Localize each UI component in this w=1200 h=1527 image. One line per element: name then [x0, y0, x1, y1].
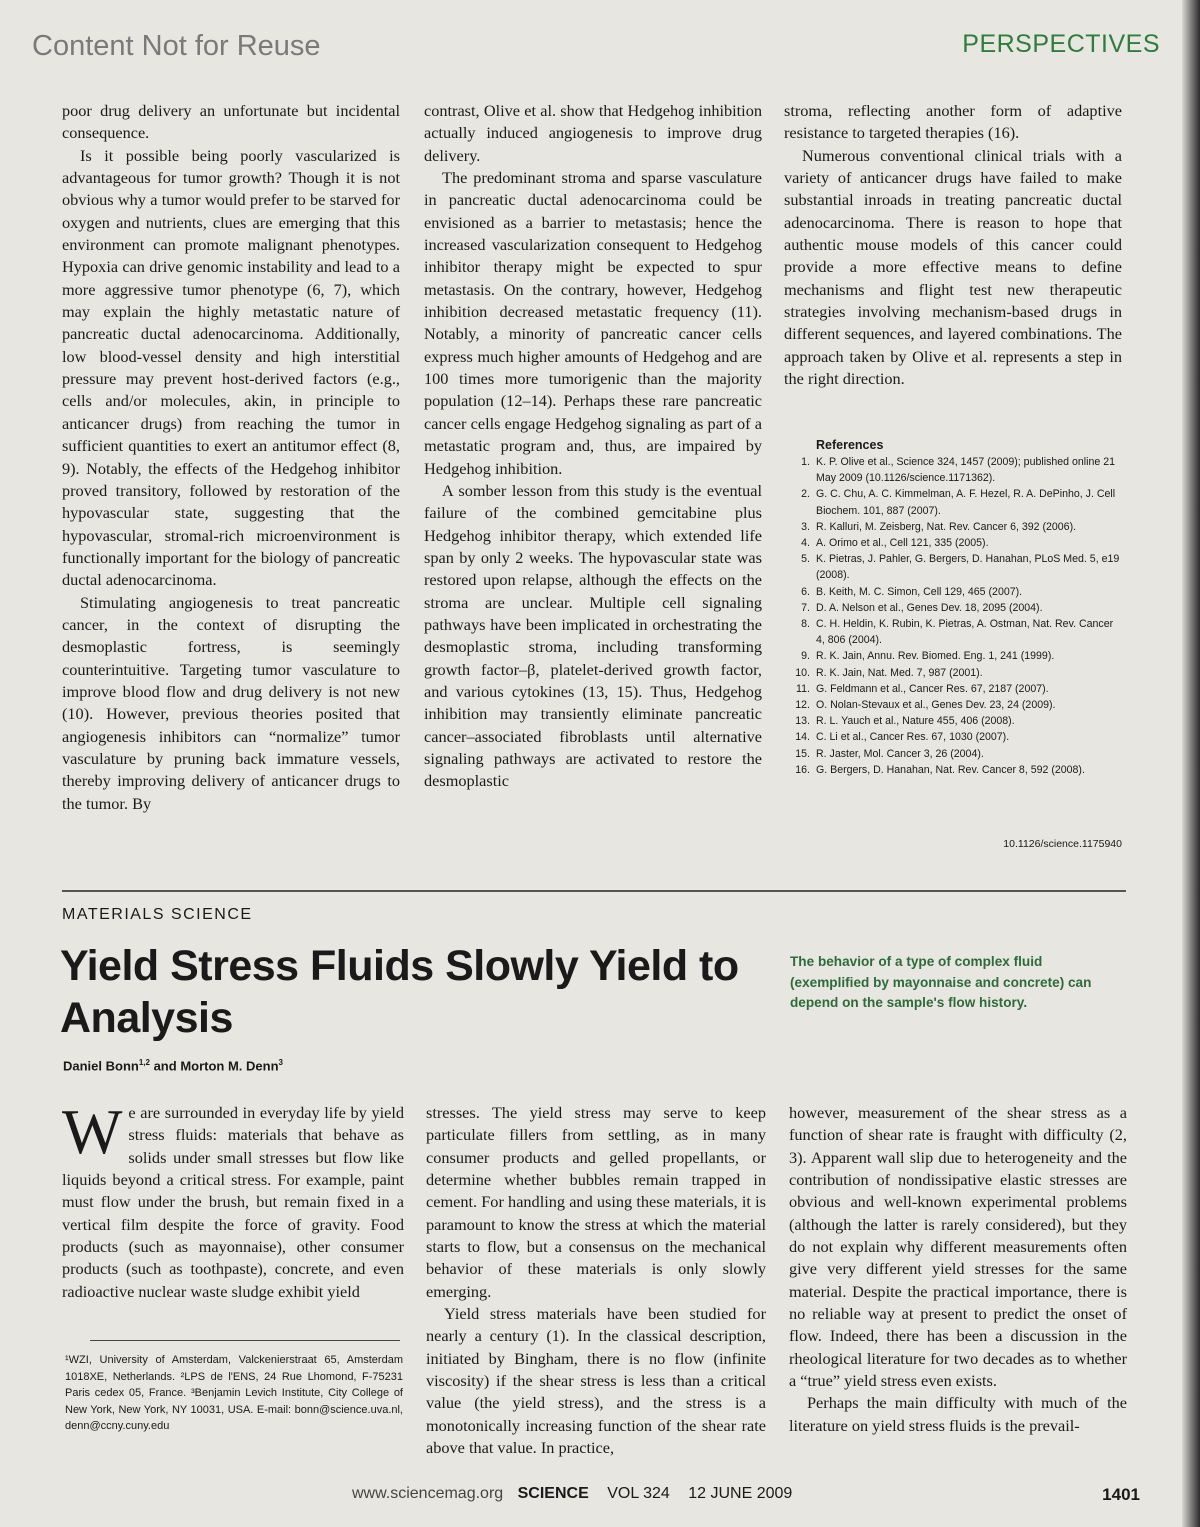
paragraph: stresses. The yield stress may serve to keep particulate fillers from settling, as in many consumer products and gelled propellants, or determine whether bubbles remain trapped in cement. For handling and using these materials, it is paramount to know the stress at which the material starts to flow, but a consensus on the mechanical behavior of these materials is only slowly emerging. [426, 1103, 766, 1301]
footer-volume: VOL 324 [607, 1485, 670, 1502]
reference-text: C. Li et al., Cancer Res. 67, 1030 (2007). [816, 731, 1010, 744]
reference-text: G. C. Chu, A. C. Kimmelman, A. F. Hezel, R. A. DePinho, J. Cell Biochem. 101, 887 (2007). [816, 488, 1116, 517]
prev-article-column-2 [424, 100, 762, 793]
reference-item [784, 519, 1122, 535]
watermark: Content Not for Reuse [32, 30, 321, 62]
reference-item [784, 535, 1122, 551]
reference-text: R. K. Jain, Nat. Med. 7, 987 (2001). [816, 666, 983, 679]
references-list [784, 454, 1122, 778]
author-affiliation-mark: 1,2 [138, 1058, 150, 1067]
reference-text: K. P. Olive et al., Science 324, 1457 (2009); published online 21 May 2009 (10.1126/science.1171362). [816, 456, 1115, 485]
article-column-2 [426, 1102, 766, 1460]
reference-number: 8. [801, 618, 810, 631]
article-title: Yield Stress Fluids Slowly Yield to Analysis [60, 942, 739, 1042]
reference-number: 14. [795, 731, 810, 744]
page-footer [352, 1485, 792, 1503]
paragraph: however, measurement of the shear stress as a function of shear rate is fraught with difficulty (2, 3). Apparent wall slip due to heterogeneity and the contribution of nondissipative elastic stresses are obvious and well-known experimental problems (although the latter is rarely considered), but they do not explain why different measurements often give very different yield stresses for the same material. Despite the practical importance, there is no reliable way at present to predict the onset of flow. Indeed, there has been a discussion in the rheological literature for two decades as to whether a “true” yield stress even exists. [789, 1103, 1127, 1391]
references [784, 438, 1122, 778]
doi[interactable]: 10.1126/science.1175940 [1003, 838, 1122, 850]
reference-item [784, 551, 1122, 583]
reference-number: 15. [795, 747, 810, 760]
reference-text: R. L. Yauch et al., Nature 455, 406 (2008). [816, 715, 1015, 728]
reference-number: 11. [796, 682, 810, 695]
references-title: References [816, 438, 884, 452]
article-category: MATERIALS SCIENCE [62, 906, 253, 923]
paragraph: A somber lesson from this study is the eventual failure of the combined gemcitabine plus Hedgehog inhibitor therapy, which extended life span by only 2 weeks. The hypovascular state was restored upon relapse, although the effects on the stroma are unclear. Multiple cell signaling pathways have been implicated in orchestrating the desmoplastic stroma, including transforming growth factor–β, platelet-derived growth factor, and various cytokines (13, 15). Thus, Hedgehog inhibition may transiently eliminate pancreatic cancer–associated fibroblasts until alternative signaling pathways are activated to restore the desmoplastic [424, 480, 762, 791]
reference-text: B. Keith, M. C. Simon, Cell 129, 465 (2007). [816, 585, 1023, 598]
reference-text: K. Pietras, J. Pahler, G. Bergers, D. Hanahan, PLoS Med. 5, e19 (2008). [816, 553, 1120, 582]
reference-text: O. Nolan-Stevaux et al., Genes Dev. 23, 24 (2009). [816, 699, 1056, 712]
page-number: 1401 [1102, 1485, 1140, 1504]
reference-item [784, 681, 1122, 697]
page-edge-shadow [1182, 0, 1200, 1527]
reference-text: R. Kalluri, M. Zeisberg, Nat. Rev. Cancer 6, 392 (2006). [816, 520, 1077, 533]
reference-item [784, 584, 1122, 600]
footer-journal: SCIENCE [517, 1485, 589, 1502]
reference-number: 10. [795, 666, 810, 679]
reference-item [784, 713, 1122, 729]
author-affiliations: ¹WZI, University of Amsterdam, Valckenierstraat 65, Amsterdam 1018XE, Netherlands. ²LPS de l'ENS, 24 Rue Lhomond, F-75231 Paris cedex 05, France. ³Benjamin Levich Institute, City College of New York, New York, NY 10031, USA. E-mail: bonn@science.uva.nl, denn@ccny.cuny.edu [65, 1354, 403, 1432]
reference-number: 12. [795, 699, 810, 712]
reference-item [784, 454, 1122, 486]
reference-item [784, 648, 1122, 664]
article-authors [63, 1058, 283, 1073]
author-name: Morton M. Denn [180, 1058, 279, 1074]
reference-text: G. Feldmann et al., Cancer Res. 67, 2187 (2007). [816, 682, 1049, 695]
paragraph: Stimulating angiogenesis to treat pancreatic cancer, in the context of disrupting the desmoplastic fortress, is seemingly counterintuitive. Targeting tumor vasculature to improve blood flow and drug delivery is not new (10). However, previous theories posited that angiogenesis inhibitors can “normalize” tumor vasculature by pruning back immature vessels, thereby improving delivery of anticancer drugs to the tumor. By [62, 592, 400, 813]
section-header: PERSPECTIVES [962, 30, 1160, 58]
paragraph: stroma, reflecting another form of adaptive resistance to targeted therapies (16). [784, 101, 1122, 143]
prev-article-column-1 [62, 100, 400, 815]
reference-number: 13. [795, 715, 810, 728]
article-deck: The behavior of a type of complex fluid (exemplified by mayonnaise and concrete) can depend on the sample's flow history. [790, 954, 1092, 1010]
reference-text: G. Bergers, D. Hanahan, Nat. Rev. Cancer 8, 592 (2008). [816, 763, 1085, 776]
article-divider [62, 890, 1126, 892]
reference-text: D. A. Nelson et al., Genes Dev. 18, 2095 (2004). [816, 601, 1043, 614]
paragraph: Is it possible being poorly vascularized is advantageous for tumor growth? Though it is not obvious why a tumor would prefer to be starved for oxygen and nutrients, clues are emerging that this environment can promote malignant phenotypes. Hypoxia can drive genomic instability and lead to a more aggressive tumor phenotype (6, 7), which may explain the highly metastatic nature of pancreatic ductal adenocarcinoma. Additionally, low blood-vessel density and high interstitial pressure may prevent host-derived factors (e.g., cells and/or molecules, akin, in principle to anticancer drugs) from reaching the tumor in sufficient quantities to exert an antitumor effect (8, 9). Notably, the effects of the Hedgehog inhibitor proved transitory, followed by restoration of the hypovascular state, suggesting that the hypovascular, stromal-rich microenvironment is functionally important for the biology of pancreatic ductal adenocarcinoma. [62, 145, 400, 590]
reference-item [784, 697, 1122, 713]
author-affiliation-mark: 3 [278, 1058, 283, 1067]
drop-cap: W [62, 1096, 123, 1167]
paragraph: Yield stress materials have been studied for nearly a century (1). In the classical description, initiated by Bingham, there is no flow (infinite viscosity) if the shear stress is less than a critical value (the yield stress), and the stress is a monotonically increasing function of the shear rate above that value. In practice, [426, 1304, 766, 1458]
reference-item [784, 486, 1122, 518]
reference-number: 7. [801, 601, 810, 614]
reference-item [784, 746, 1122, 762]
reference-number: 9. [801, 650, 810, 663]
reference-item [784, 665, 1122, 681]
paragraph: Perhaps the main difficulty with much of the literature on yield stress fluids is the prevail- [789, 1393, 1127, 1435]
reference-number: 3. [801, 520, 810, 533]
affiliation-rule [90, 1340, 400, 1341]
reference-item [784, 600, 1122, 616]
paragraph: contrast, Olive et al. show that Hedgehog inhibition actually induced angiogenesis to improve drug delivery. [424, 101, 762, 165]
paragraph: The predominant stroma and sparse vasculature in pancreatic ductal adenocarcinoma could be envisioned as a barrier to metastasis; hence the increased vascularization consequent to Hedgehog inhibitor therapy might be expected to spur metastasis. On the contrary, however, Hedgehog inhibition decreased metastatic frequency (11). Notably, a minority of pancreatic cancer cells express much higher amounts of Hedgehog and are 100 times more tumorigenic than the majority population (12–14). Perhaps these rare pancreatic cancer cells engage Hedgehog signaling as part of a metastatic program and, thus, are impaired by Hedgehog inhibition. [424, 168, 762, 478]
reference-number: 2. [801, 488, 810, 501]
reference-item [784, 762, 1122, 778]
article-column-1 [62, 1096, 404, 1303]
reference-number: 1. [801, 456, 810, 468]
reference-text: C. H. Heldin, K. Rubin, K. Pietras, A. Ostman, Nat. Rev. Cancer 4, 806 (2004). [816, 618, 1114, 647]
author-conjunction: and [149, 1058, 181, 1074]
reference-item [784, 616, 1122, 648]
paragraph: e are surrounded in everyday life by yield stress fluids: materials that behave as solids under small stresses but flow like liquids beyond a critical stress. For example, paint must flow under the brush, but remain fixed in a vertical film despite the force of gravity. Food products (such as mayonnaise), other consumer products (such as toothpaste), concrete, and even radioactive nuclear waste sludge exhibit yield [62, 1103, 404, 1301]
footer-site[interactable]: www.sciencemag.org [352, 1485, 504, 1502]
reference-number: 16. [795, 763, 810, 776]
reference-number: 4. [801, 537, 810, 550]
reference-text: R. K. Jain, Annu. Rev. Biomed. Eng. 1, 241 (1999). [816, 650, 1055, 663]
paragraph: poor drug delivery an unfortunate but incidental consequence. [62, 101, 400, 143]
prev-article-column-3 [784, 100, 1122, 390]
reference-text: A. Orimo et al., Cell 121, 335 (2005). [816, 537, 989, 550]
paragraph: Numerous conventional clinical trials with a variety of anticancer drugs have failed to make substantial inroads in treating pancreatic ductal adenocarcinoma. There is reason to hope that authentic mouse models of this cancer could provide a more effective means to define mechanisms and flight test new therapeutic strategies involving mechanism-based drugs in different sequences, and layered combinations. The approach taken by Olive et al. represents a step in the right direction. [784, 145, 1122, 389]
article-column-3 [789, 1102, 1127, 1437]
reference-number: 6. [801, 585, 810, 598]
author-name: Daniel Bonn [63, 1058, 139, 1074]
reference-item [784, 729, 1122, 745]
reference-number: 5. [801, 553, 810, 566]
reference-text: R. Jaster, Mol. Cancer 3, 26 (2004). [816, 747, 984, 760]
footer-date: 12 JUNE 2009 [688, 1485, 793, 1502]
